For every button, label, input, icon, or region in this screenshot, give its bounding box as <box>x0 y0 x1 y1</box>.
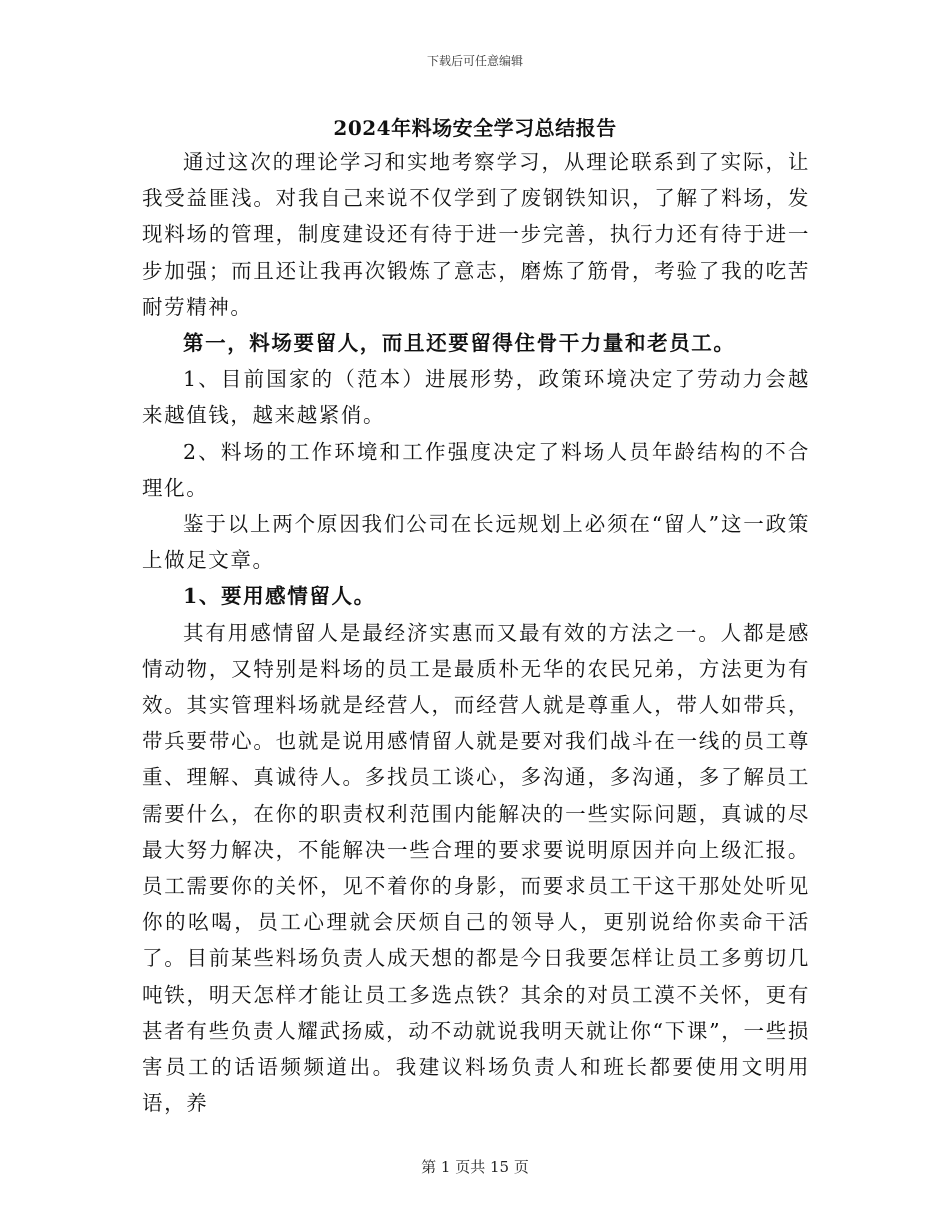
paragraph-conclusion: 鉴于以上两个原因我们公司在长远规划上必须在“留人”这一政策上做足文章。 <box>142 512 810 573</box>
section-heading-retain-staff: 第一，料场要留人，而且还要留得住骨干力量和老员工。 <box>183 331 736 356</box>
document-title: 2024年料场安全学习总结报告 <box>333 116 617 140</box>
paragraph-point-2: 2、料场的工作环境和工作强度决定了料场人员年龄结构的不合理化。 <box>142 439 810 500</box>
subheading-emotion: 1、要用感情留人。 <box>183 584 376 609</box>
header-note: 下载后可任意编辑 <box>426 54 523 68</box>
document-body <box>142 144 810 1121</box>
paragraph-point-1: 1、目前国家的（范本）进展形势，政策环境决定了劳动力会越来越值钱，越来越紧俏。 <box>142 367 810 428</box>
paragraph-emotion-detail: 其有用感情留人是最经济实惠而又最有效的方法之一。人都是感情动物，又特别是料场的员工是最质朴无华的农民兄弟，方法更为有效。其实管理料场就是经营人，而经营人就是尊重人，带人如带兵，带兵要带心。也就是说用感情留人就是要对我们战斗在一线的员工尊重、理解、真诚待人。多找员工谈心，多沟通，多沟通，多了解员工需要什么，在你的职责权利范围内能解决的一些实际问题，真诚的尽最大努力解决，不能解决一些合理的要求要说明原因并向上级汇报。员工需要你的关怀，见不着你的身影，而要求员工干这干那处处听见你的吆喝，员工心理就会厌烦自己的领导人，更别说给你卖命干活了。目前某些料场负责人成天想的都是今日我要怎样让员工多剪切几吨铁，明天怎样才能让员工多选点铁？其余的对员工漠不关怀，更有甚者有些负责人耀武扬威，动不动就说我明天就让你“下课”，一些损害员工的话语频频道出。我建议料场负责人和班长都要使用文明用语，养 <box>142 620 810 1116</box>
page-number: 第 1 页共 15 页 <box>421 1158 529 1176</box>
paragraph-intro: 通过这次的理论学习和实地考察学习，从理论联系到了实际，让我受益匪浅。对我自己来说不仅学到了废钢铁知识，了解了料场，发现料场的管理，制度建设还有待于进一步完善，执行力还有待于进一步加强；而且还让我再次锻炼了意志，磨炼了筋骨，考验了我的吃苦耐劳精神。 <box>142 150 810 319</box>
